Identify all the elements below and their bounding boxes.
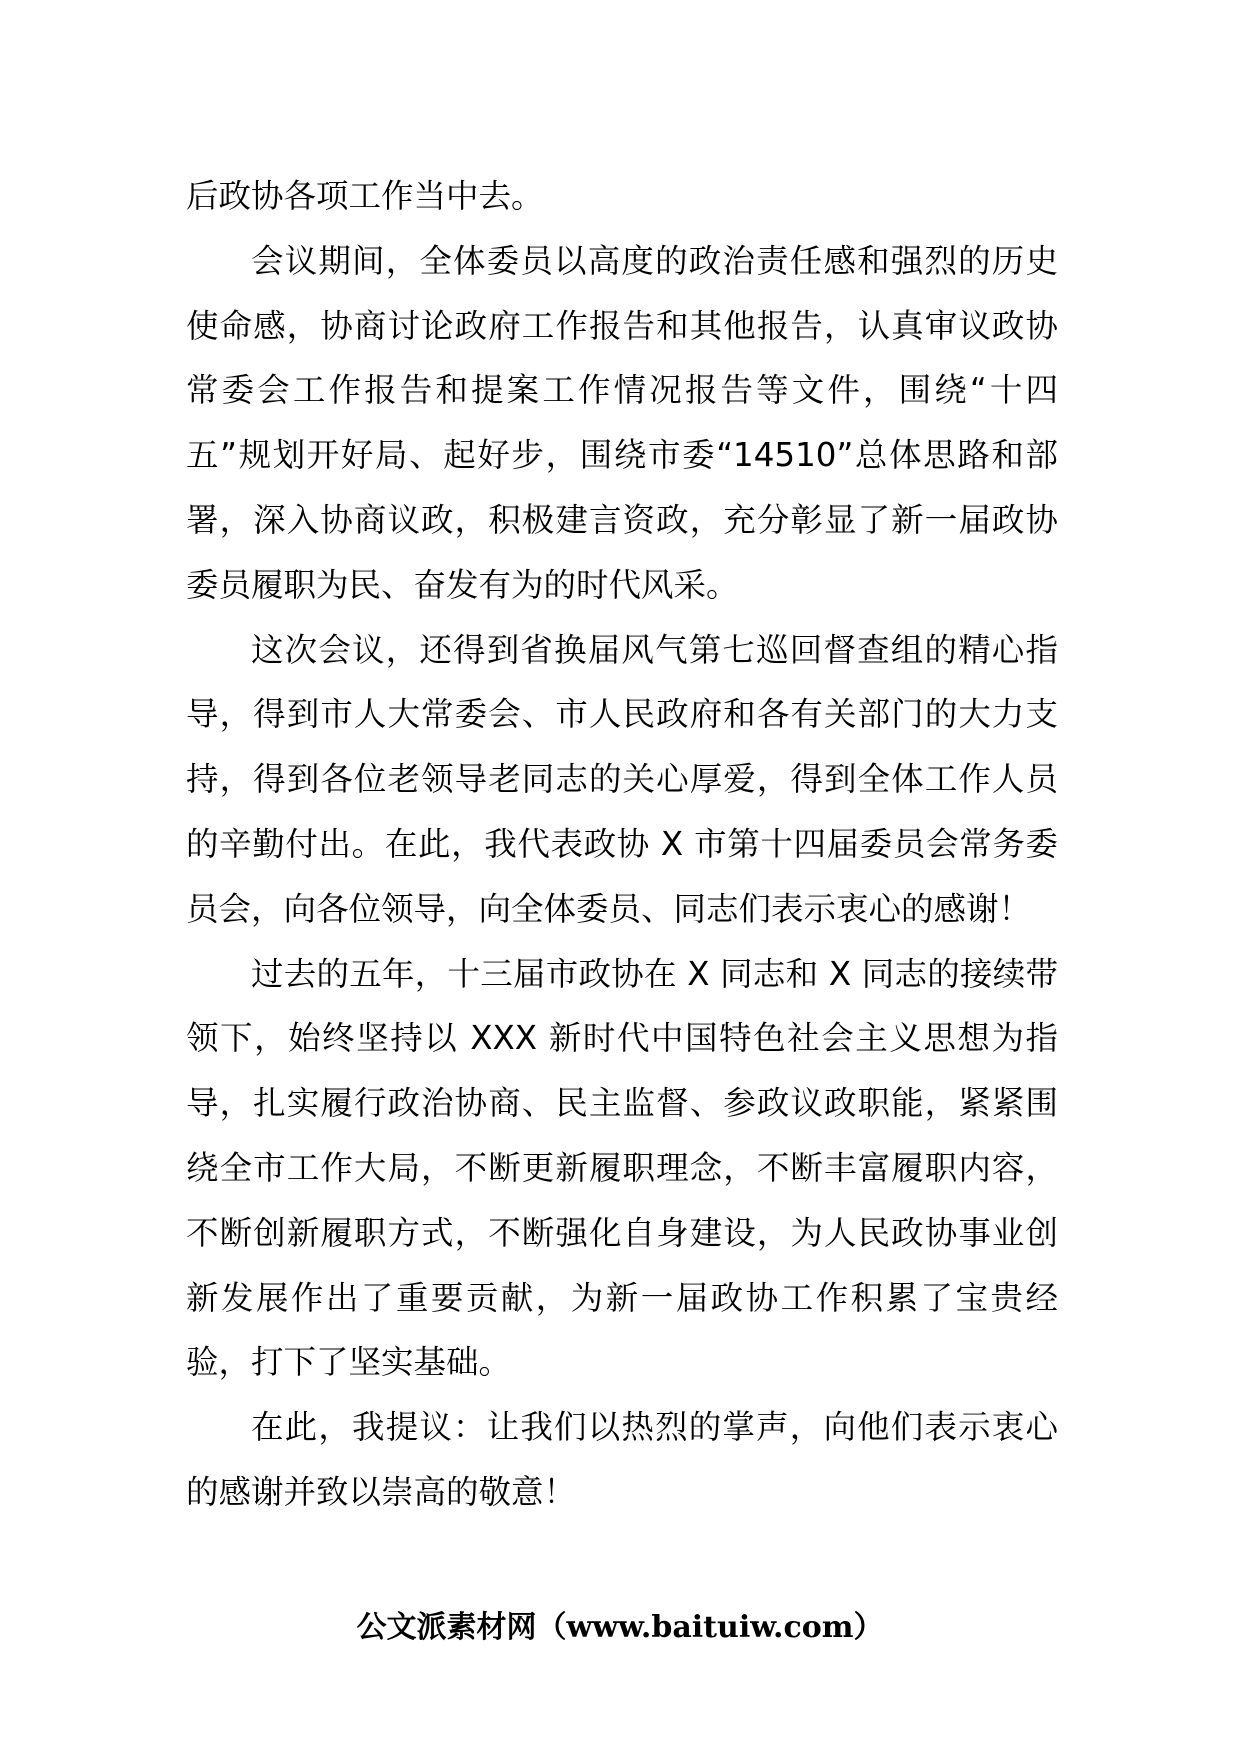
- paragraph-5: 在此，我提议：让我们以热烈的掌声，向他们表示衷心的感谢并致以崇高的敬意！: [186, 1408, 1058, 1511]
- paragraph-4: 过去的五年，十三届市政协在 X 同志和 X 同志的接续带领下，始终坚持以 XXX 新时代中国特色社会主义思想为指导，扎实履行政治协商、民主监督、参政议政职能，紧紧围绕全市工作大局，不断更新履职理念，不断丰富履职内容，不断创新履职方式，不断强化自身建设，为人民政协事业创新发展作出了重要贡献，为新一届政协工作积累了宝贵经验，打下了坚实基础。: [186, 954, 1058, 1382]
- paragraph-1: 后政协各项工作当中去。: [186, 177, 544, 215]
- paragraph-3: 这次会议，还得到省换届风气第七巡回督查组的精心指导，得到市人大常委会、市人民政府和各有关部门的大力支持，得到各位老领导老同志的关心厚爱，得到全体工作人员的辛勤付出。在此，我代表政协 X 市第十四届委员会常务委员会，向各位领导，向全体委员、同志们表示衷心的感谢！: [186, 630, 1058, 928]
- paragraph-2: 会议期间，全体委员以高度的政治责任感和强烈的历史使命感，协商讨论政府工作报告和其他报告，认真审议政协常委会工作报告和提案工作情况报告等文件，围绕“十四五”规划开好局、起好步，围绕市委“14510”总体思路和部署，深入协商议政，积极建言资政，充分彰显了新一届政协委员履职为民、奋发有为的时代风采。: [186, 241, 1058, 604]
- footer-source: 公文派素材网（www.baituiw.com）: [356, 1610, 884, 1645]
- document-body: [186, 164, 1058, 1525]
